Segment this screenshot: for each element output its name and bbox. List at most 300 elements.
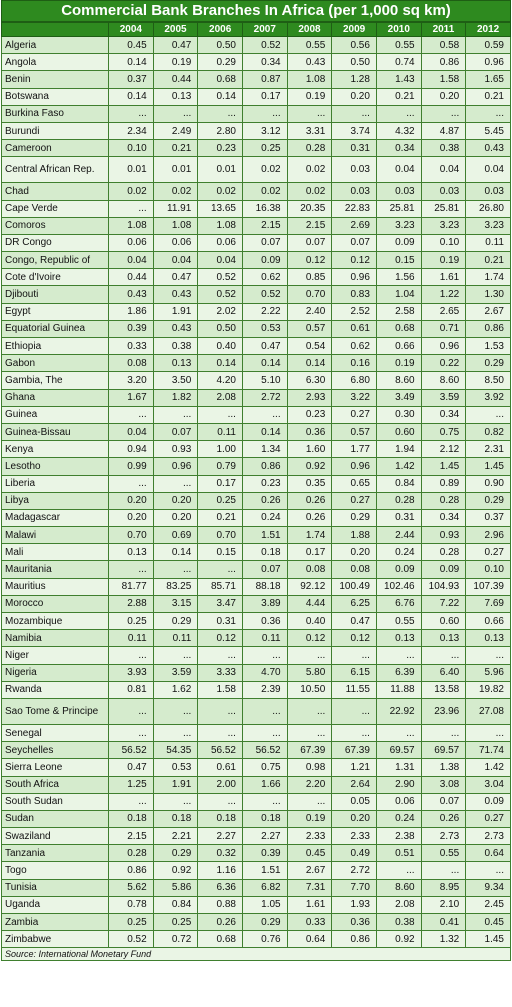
country-cell: Burundi: [2, 122, 109, 139]
value-cell: 0.84: [153, 896, 198, 913]
value-cell: 13.58: [421, 681, 466, 698]
value-cell: 88.18: [242, 578, 287, 595]
value-cell: 0.52: [242, 286, 287, 303]
value-cell: 1.32: [421, 931, 466, 948]
header-cell: [2, 23, 109, 37]
value-cell: 0.02: [198, 183, 243, 200]
value-cell: 0.70: [198, 527, 243, 544]
value-cell: 0.25: [242, 140, 287, 157]
country-cell: Liberia: [2, 475, 109, 492]
value-cell: 0.35: [287, 475, 332, 492]
value-cell: 0.57: [287, 320, 332, 337]
source-note: Source: International Monetary Fund: [1, 948, 511, 961]
country-cell: Tunisia: [2, 879, 109, 896]
country-cell: Sudan: [2, 810, 109, 827]
value-cell: 10.50: [287, 681, 332, 698]
value-cell: ...: [109, 475, 154, 492]
value-cell: 0.29: [466, 355, 511, 372]
country-cell: South Africa: [2, 776, 109, 793]
value-cell: 0.29: [242, 914, 287, 931]
country-cell: South Sudan: [2, 793, 109, 810]
value-cell: 0.06: [198, 234, 243, 251]
value-cell: 0.20: [421, 88, 466, 105]
value-cell: 0.07: [332, 234, 377, 251]
value-cell: 1.61: [421, 269, 466, 286]
value-cell: 0.76: [242, 931, 287, 948]
value-cell: 54.35: [153, 742, 198, 759]
value-cell: 0.06: [153, 234, 198, 251]
value-cell: 1.21: [332, 759, 377, 776]
value-cell: 2.27: [198, 828, 243, 845]
value-cell: 0.92: [153, 862, 198, 879]
value-cell: 0.20: [109, 492, 154, 509]
value-cell: 3.12: [242, 122, 287, 139]
value-cell: 0.18: [153, 810, 198, 827]
value-cell: 27.08: [466, 698, 511, 724]
value-cell: 0.45: [109, 37, 154, 54]
value-cell: ...: [109, 724, 154, 741]
value-cell: 0.25: [198, 492, 243, 509]
value-cell: 0.26: [287, 509, 332, 526]
table-row: [2, 303, 511, 320]
value-cell: 1.08: [153, 217, 198, 234]
value-cell: ...: [332, 698, 377, 724]
value-cell: 0.07: [153, 423, 198, 440]
table-row: [2, 37, 511, 54]
value-cell: ...: [242, 793, 287, 810]
country-cell: Kenya: [2, 441, 109, 458]
value-cell: 0.43: [153, 286, 198, 303]
value-cell: 0.31: [376, 509, 421, 526]
value-cell: ...: [242, 647, 287, 664]
table-row: [2, 776, 511, 793]
value-cell: 0.50: [198, 37, 243, 54]
country-cell: Algeria: [2, 37, 109, 54]
value-cell: 1.56: [376, 269, 421, 286]
value-cell: 0.36: [287, 423, 332, 440]
value-cell: ...: [421, 724, 466, 741]
value-cell: 0.10: [109, 140, 154, 157]
table-row: [2, 423, 511, 440]
value-cell: ...: [466, 647, 511, 664]
value-cell: 8.50: [466, 372, 511, 389]
table-row: [2, 544, 511, 561]
country-cell: Sierra Leone: [2, 759, 109, 776]
value-cell: 0.92: [376, 931, 421, 948]
value-cell: 0.86: [466, 320, 511, 337]
value-cell: 8.60: [376, 879, 421, 896]
value-cell: ...: [109, 406, 154, 423]
value-cell: 3.59: [153, 664, 198, 681]
value-cell: 0.19: [153, 54, 198, 71]
value-cell: 0.93: [153, 441, 198, 458]
value-cell: 0.34: [421, 509, 466, 526]
value-cell: 0.02: [242, 157, 287, 183]
value-cell: 1.34: [242, 441, 287, 458]
value-cell: 0.28: [421, 492, 466, 509]
country-cell: Mauritius: [2, 578, 109, 595]
value-cell: 0.11: [153, 630, 198, 647]
value-cell: 0.93: [421, 527, 466, 544]
value-cell: 0.02: [242, 183, 287, 200]
value-cell: 0.08: [332, 561, 377, 578]
value-cell: 0.39: [109, 320, 154, 337]
value-cell: 0.29: [153, 845, 198, 862]
value-cell: 0.51: [376, 845, 421, 862]
value-cell: 26.80: [466, 200, 511, 217]
value-cell: ...: [421, 105, 466, 122]
value-cell: 0.57: [332, 423, 377, 440]
value-cell: 2.27: [242, 828, 287, 845]
value-cell: 5.86: [153, 879, 198, 896]
table-row: [2, 441, 511, 458]
value-cell: ...: [198, 406, 243, 423]
value-cell: 0.04: [376, 157, 421, 183]
value-cell: 0.11: [466, 234, 511, 251]
value-cell: 3.89: [242, 595, 287, 612]
table-row: [2, 698, 511, 724]
country-cell: Lesotho: [2, 458, 109, 475]
table-row: [2, 896, 511, 913]
value-cell: 11.91: [153, 200, 198, 217]
value-cell: 0.52: [198, 286, 243, 303]
value-cell: 0.70: [109, 527, 154, 544]
country-cell: Guinea-Bissau: [2, 423, 109, 440]
country-cell: Mauritania: [2, 561, 109, 578]
value-cell: 0.37: [109, 71, 154, 88]
value-cell: ...: [466, 862, 511, 879]
table-row: [2, 561, 511, 578]
value-cell: 2.69: [332, 217, 377, 234]
value-cell: 0.47: [242, 338, 287, 355]
value-cell: 3.74: [332, 122, 377, 139]
value-cell: 0.18: [242, 544, 287, 561]
value-cell: 0.75: [242, 759, 287, 776]
value-cell: 0.50: [332, 54, 377, 71]
value-cell: 7.69: [466, 595, 511, 612]
country-cell: Burkina Faso: [2, 105, 109, 122]
value-cell: 0.23: [287, 406, 332, 423]
value-cell: 0.19: [287, 810, 332, 827]
value-cell: ...: [109, 200, 154, 217]
value-cell: ...: [466, 724, 511, 741]
value-cell: 0.14: [242, 423, 287, 440]
value-cell: 0.14: [109, 54, 154, 71]
header-cell: 2004: [109, 23, 154, 37]
table-title: Commercial Bank Branches In Africa (per 1,000 sq km): [1, 0, 511, 22]
table-row: [2, 157, 511, 183]
table-row: [2, 879, 511, 896]
value-cell: 2.73: [421, 828, 466, 845]
value-cell: 0.14: [242, 355, 287, 372]
value-cell: 0.86: [421, 54, 466, 71]
value-cell: 0.01: [109, 157, 154, 183]
value-cell: ...: [376, 105, 421, 122]
value-cell: ...: [287, 724, 332, 741]
value-cell: 0.21: [376, 88, 421, 105]
value-cell: 5.62: [109, 879, 154, 896]
value-cell: 9.34: [466, 879, 511, 896]
header-cell: 2011: [421, 23, 466, 37]
value-cell: 1.91: [153, 776, 198, 793]
value-cell: ...: [466, 105, 511, 122]
value-cell: ...: [109, 793, 154, 810]
country-cell: Gabon: [2, 355, 109, 372]
value-cell: 6.82: [242, 879, 287, 896]
value-cell: 0.13: [376, 630, 421, 647]
country-cell: Congo, Republic of: [2, 252, 109, 269]
country-cell: Cameroon: [2, 140, 109, 157]
table-row: [2, 475, 511, 492]
value-cell: 0.36: [332, 914, 377, 931]
value-cell: 0.59: [466, 37, 511, 54]
table-row: [2, 200, 511, 217]
value-cell: 2.67: [287, 862, 332, 879]
value-cell: 0.03: [421, 183, 466, 200]
country-cell: Rwanda: [2, 681, 109, 698]
value-cell: 0.47: [153, 269, 198, 286]
value-cell: 3.20: [109, 372, 154, 389]
value-cell: 4.70: [242, 664, 287, 681]
value-cell: 0.14: [287, 355, 332, 372]
value-cell: 0.29: [332, 509, 377, 526]
country-cell: Sao Tome & Principe: [2, 698, 109, 724]
value-cell: 0.41: [421, 914, 466, 931]
value-cell: 3.33: [198, 664, 243, 681]
value-cell: 0.12: [287, 252, 332, 269]
table-row: [2, 105, 511, 122]
value-cell: 2.08: [198, 389, 243, 406]
value-cell: 1.28: [332, 71, 377, 88]
country-cell: Tanzania: [2, 845, 109, 862]
value-cell: 0.68: [376, 320, 421, 337]
table-row: [2, 355, 511, 372]
value-cell: 0.19: [376, 355, 421, 372]
table-body: [2, 37, 511, 948]
header-cell: 2012: [466, 23, 511, 37]
value-cell: 4.87: [421, 122, 466, 139]
country-cell: Mozambique: [2, 613, 109, 630]
value-cell: 0.13: [421, 630, 466, 647]
value-cell: 0.02: [287, 157, 332, 183]
value-cell: 0.19: [421, 252, 466, 269]
value-cell: ...: [153, 561, 198, 578]
value-cell: 1.62: [153, 681, 198, 698]
value-cell: 3.15: [153, 595, 198, 612]
value-cell: 0.45: [466, 914, 511, 931]
value-cell: 0.28: [376, 492, 421, 509]
value-cell: 0.62: [332, 338, 377, 355]
value-cell: 2.72: [332, 862, 377, 879]
value-cell: ...: [153, 793, 198, 810]
value-cell: 0.94: [109, 441, 154, 458]
value-cell: ...: [287, 698, 332, 724]
country-cell: DR Congo: [2, 234, 109, 251]
value-cell: 0.13: [466, 630, 511, 647]
table-row: [2, 320, 511, 337]
value-cell: 0.68: [198, 931, 243, 948]
value-cell: ...: [198, 561, 243, 578]
value-cell: 1.94: [376, 441, 421, 458]
value-cell: ...: [109, 647, 154, 664]
country-cell: Morocco: [2, 595, 109, 612]
table-row: [2, 931, 511, 948]
value-cell: ...: [153, 105, 198, 122]
value-cell: 0.78: [109, 896, 154, 913]
value-cell: 2.15: [109, 828, 154, 845]
value-cell: 56.52: [242, 742, 287, 759]
value-cell: ...: [332, 105, 377, 122]
value-cell: 0.71: [421, 320, 466, 337]
value-cell: 0.47: [109, 759, 154, 776]
value-cell: 0.07: [242, 234, 287, 251]
value-cell: 2.15: [242, 217, 287, 234]
value-cell: 0.03: [466, 183, 511, 200]
value-cell: ...: [242, 698, 287, 724]
value-cell: 0.13: [153, 355, 198, 372]
table-row: [2, 828, 511, 845]
value-cell: 0.40: [198, 338, 243, 355]
value-cell: 0.31: [332, 140, 377, 157]
value-cell: 1.08: [198, 217, 243, 234]
value-cell: 0.15: [376, 252, 421, 269]
value-cell: 0.17: [287, 544, 332, 561]
value-cell: 0.28: [109, 845, 154, 862]
value-cell: 100.49: [332, 578, 377, 595]
value-cell: ...: [198, 793, 243, 810]
value-cell: 0.60: [376, 423, 421, 440]
value-cell: 2.52: [332, 303, 377, 320]
value-cell: 1.61: [287, 896, 332, 913]
value-cell: 2.39: [242, 681, 287, 698]
value-cell: 0.53: [153, 759, 198, 776]
value-cell: 8.60: [421, 372, 466, 389]
value-cell: 0.88: [198, 896, 243, 913]
value-cell: 3.23: [466, 217, 511, 234]
value-cell: ...: [153, 724, 198, 741]
value-cell: ...: [198, 698, 243, 724]
table-row: [2, 269, 511, 286]
value-cell: 0.25: [109, 914, 154, 931]
value-cell: ...: [421, 862, 466, 879]
value-cell: 2.12: [421, 441, 466, 458]
table-row: [2, 509, 511, 526]
value-cell: 0.52: [242, 37, 287, 54]
country-cell: Niger: [2, 647, 109, 664]
value-cell: 6.40: [421, 664, 466, 681]
value-cell: 0.08: [109, 355, 154, 372]
value-cell: 2.58: [376, 303, 421, 320]
value-cell: 0.02: [287, 183, 332, 200]
value-cell: 1.51: [242, 862, 287, 879]
value-cell: 2.08: [376, 896, 421, 913]
value-cell: ...: [198, 724, 243, 741]
value-cell: 0.02: [153, 183, 198, 200]
value-cell: ...: [109, 561, 154, 578]
value-cell: 0.04: [109, 252, 154, 269]
value-cell: 3.04: [466, 776, 511, 793]
value-cell: ...: [242, 406, 287, 423]
value-cell: 1.08: [287, 71, 332, 88]
value-cell: 0.44: [153, 71, 198, 88]
value-cell: 0.26: [287, 492, 332, 509]
value-cell: 0.75: [421, 423, 466, 440]
country-cell: Djibouti: [2, 286, 109, 303]
value-cell: 0.14: [153, 544, 198, 561]
value-cell: 1.58: [198, 681, 243, 698]
value-cell: 0.86: [332, 931, 377, 948]
value-cell: 0.87: [242, 71, 287, 88]
value-cell: 0.38: [153, 338, 198, 355]
value-cell: 13.65: [198, 200, 243, 217]
value-cell: 2.90: [376, 776, 421, 793]
value-cell: 0.55: [287, 37, 332, 54]
value-cell: 0.20: [153, 492, 198, 509]
value-cell: 0.11: [242, 630, 287, 647]
value-cell: 92.12: [287, 578, 332, 595]
value-cell: 6.39: [376, 664, 421, 681]
value-cell: 23.96: [421, 698, 466, 724]
table-row: [2, 372, 511, 389]
table-row: [2, 613, 511, 630]
country-cell: Ghana: [2, 389, 109, 406]
value-cell: 0.34: [421, 406, 466, 423]
value-cell: 11.55: [332, 681, 377, 698]
value-cell: 107.39: [466, 578, 511, 595]
table-row: [2, 54, 511, 71]
country-cell: Uganda: [2, 896, 109, 913]
value-cell: ...: [153, 406, 198, 423]
value-cell: 71.74: [466, 742, 511, 759]
header-cell: 2005: [153, 23, 198, 37]
value-cell: 1.45: [421, 458, 466, 475]
table-row: [2, 140, 511, 157]
value-cell: 0.27: [466, 810, 511, 827]
value-cell: 0.23: [242, 475, 287, 492]
value-cell: ...: [376, 724, 421, 741]
value-cell: 0.24: [376, 810, 421, 827]
value-cell: 56.52: [109, 742, 154, 759]
value-cell: 0.43: [466, 140, 511, 157]
value-cell: 0.65: [332, 475, 377, 492]
value-cell: 0.03: [332, 183, 377, 200]
value-cell: 0.13: [153, 88, 198, 105]
value-cell: 1.42: [466, 759, 511, 776]
value-cell: 0.52: [198, 269, 243, 286]
value-cell: 104.93: [421, 578, 466, 595]
value-cell: 2.44: [376, 527, 421, 544]
value-cell: 0.82: [466, 423, 511, 440]
value-cell: ...: [198, 105, 243, 122]
table-row: [2, 122, 511, 139]
value-cell: 0.21: [198, 509, 243, 526]
value-cell: 2.34: [109, 122, 154, 139]
value-cell: 0.69: [153, 527, 198, 544]
value-cell: 2.67: [466, 303, 511, 320]
value-cell: 0.81: [109, 681, 154, 698]
value-cell: 0.43: [153, 320, 198, 337]
value-cell: 2.00: [198, 776, 243, 793]
value-cell: 83.25: [153, 578, 198, 595]
value-cell: 0.33: [109, 338, 154, 355]
value-cell: 0.83: [332, 286, 377, 303]
value-cell: 0.27: [332, 406, 377, 423]
value-cell: 1.42: [376, 458, 421, 475]
value-cell: 0.14: [198, 88, 243, 105]
value-cell: 0.27: [332, 492, 377, 509]
value-cell: 0.01: [198, 157, 243, 183]
value-cell: 0.26: [421, 810, 466, 827]
